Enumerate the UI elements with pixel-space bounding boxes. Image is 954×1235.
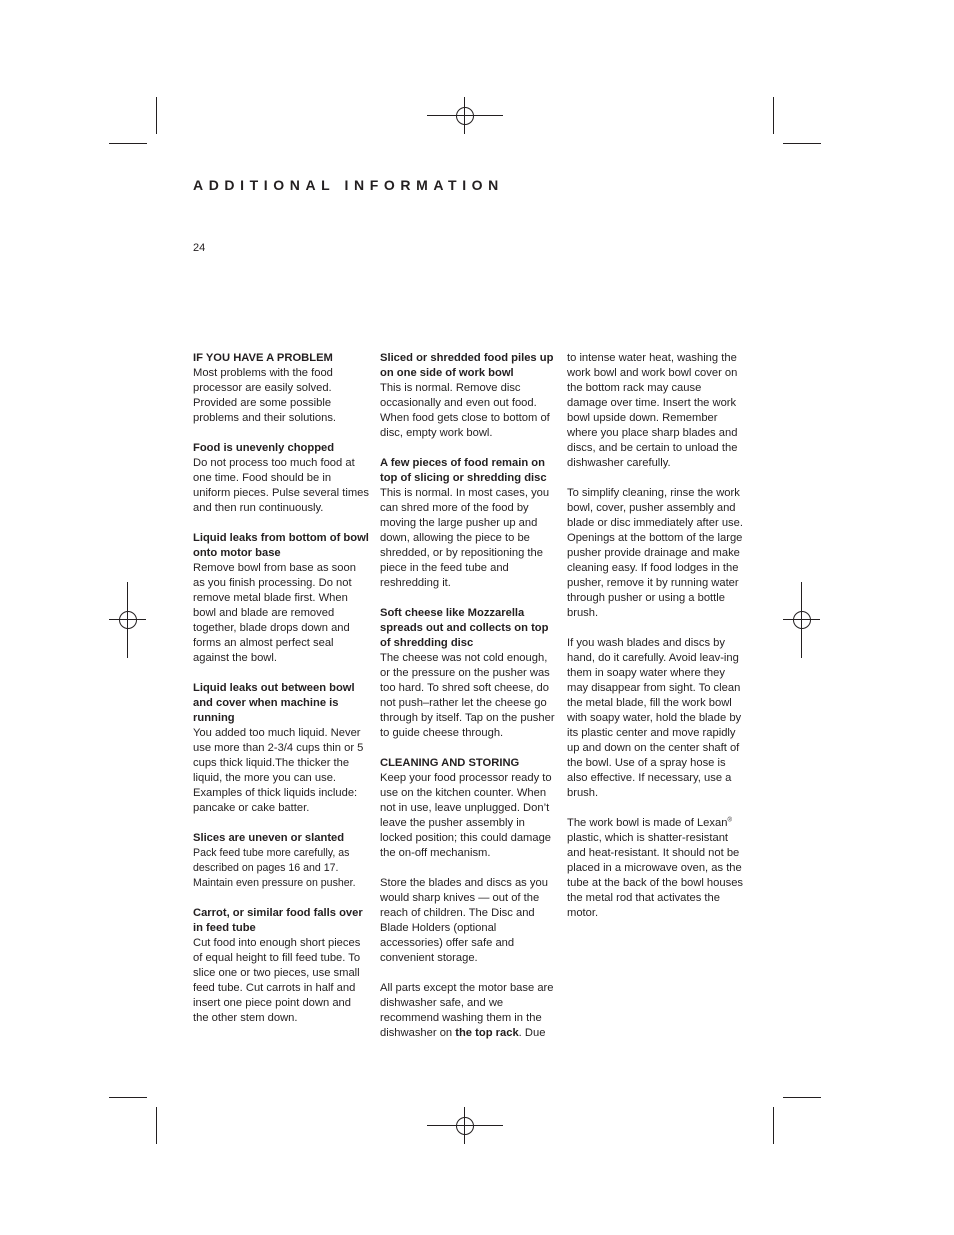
crop-mark (109, 1097, 147, 1098)
paragraph-text: The work bowl is made of Lexan (567, 817, 728, 829)
registration-mark-top (427, 97, 503, 134)
section-body: Cut food into enough short pieces of equal height to fill feed tube. To slice one or two pieces, use small feed tube. Cut carrots in half and insert one piece point down and the other stem down. (193, 937, 361, 1024)
emphasis-text: the top rack (455, 1027, 519, 1039)
crop-mark (156, 1107, 157, 1144)
registration-mark-left (109, 582, 146, 658)
section-body: This is normal. Remove disc occasionally and even out food. When food gets close to bottom of disc, empty work bowl. (380, 382, 550, 439)
paragraph (567, 816, 743, 921)
section (193, 831, 369, 891)
section-heading: CLEANING AND STORING (380, 757, 520, 769)
page-number: 24 (193, 242, 206, 254)
section-heading: A few pieces of food remain on top of slicing or shredding disc (380, 457, 547, 484)
crop-mark (773, 1107, 774, 1144)
section (193, 681, 369, 816)
section-body: Most problems with the food processor are easily solved. Provided are some possible problems and their solutions. (193, 367, 337, 424)
registered-trademark-symbol: ® (727, 817, 732, 824)
section-heading: IF YOU HAVE A PROBLEM (193, 352, 333, 364)
section (193, 351, 369, 426)
section (380, 351, 556, 441)
section (380, 456, 556, 591)
section-body: Pack feed tube more carefully, as described on pages 16 and 17. Maintain even pressure on pusher. (193, 847, 356, 889)
column-2 (380, 351, 556, 1056)
section-body: Remove bowl from base as soon as you finish processing. Do not remove metal blade first. When bowl and blade are removed together, blade drops down and forms an almost perfect seal against the bowl. (193, 562, 356, 664)
column-1 (193, 351, 369, 1041)
paragraph-text: All parts except the motor base are dishwasher safe, and we recommend washing them in the dishwasher on (380, 982, 554, 1039)
section-heading: Carrot, or similar food falls over in feed tube (193, 907, 363, 934)
section-heading: Food is unevenly chopped (193, 442, 335, 454)
paragraph: If you wash blades and discs by hand, do it carefully. Avoid leav-ing them in soapy water where they may disappear from sight. To clean the metal blade, fill the work bowl with soapy water, hold the blade by its plastic center and move rapidly up and down on the center shaft of the bowl. Use of a spray hose is also effective. If necessary, use a brush. (567, 637, 742, 799)
crop-mark (773, 97, 774, 134)
section (380, 756, 556, 861)
registration-mark-bottom (427, 1107, 503, 1144)
column-3 (567, 351, 743, 936)
section-body: Do not process too much food at one time. Food should be in uniform pieces. Pulse several times and then run continuously. (193, 457, 369, 514)
crop-mark (783, 1097, 821, 1098)
section-heading: Liquid leaks out between bowl and cover when machine is running (193, 682, 355, 724)
section-heading: Soft cheese like Mozzarella spreads out and collects on top of shredding disc (380, 607, 549, 649)
crop-mark (109, 143, 147, 144)
page-title: ADDITIONAL INFORMATION (193, 177, 504, 193)
paragraph-text: plastic, which is shatter-resistant and heat-resistant. It should not be placed in a microwave oven, as the tube at the back of the bowl houses the metal rod that activates the motor. (567, 832, 744, 919)
section-heading: Liquid leaks from bottom of bowl onto motor base (193, 532, 369, 559)
section (193, 441, 369, 516)
paragraph: Store the blades and discs as you would sharp knives — out of the reach of children. The Disc and Blade Holders (optional accessories) offer safe and convenient storage. (380, 877, 548, 964)
crop-mark (156, 97, 157, 134)
crop-mark (783, 143, 821, 144)
registration-mark-right (783, 582, 820, 658)
section (193, 906, 369, 1026)
section (193, 531, 369, 666)
paragraph-text: . Due (518, 1027, 546, 1039)
section-body: You added too much liquid. Never use more than 2-3/4 cups thin or 5 cups thick liquid.The thicker the liquid, the more you can use. Examples of thick liquids include: pancake or cake batter. (193, 727, 364, 814)
section-heading: Slices are uneven or slanted (193, 832, 345, 844)
paragraph (380, 981, 556, 1041)
section-body: Keep your food processor ready to use on the kitchen counter. When not in use, leave unplugged. Don’t leave the pusher assembly in locked position; this could damage the on-off mechanism. (380, 772, 552, 859)
section-body: This is normal. In most cases, you can shred more of the food by moving the large pusher up and down, allowing the piece to be shredded, or by repositioning the piece in the feed tube and reshredding it. (380, 487, 550, 589)
section (380, 606, 556, 741)
paragraph: to intense water heat, washing the work bowl and work bowl cover on the bottom rack may cause damage over time. Insert the work bowl upside down. Remember where you place sharp blades and discs, and be certain to unload the dishwasher carefully. (567, 352, 738, 469)
section-heading: Sliced or shredded food piles up on one side of work bowl (380, 352, 554, 379)
section-body: The cheese was not cold enough, or the pressure on the pusher was too hard. To shred soft cheese, do not push–rather let the cheese go through by itself. Tap on the pusher to guide cheese through. (380, 652, 555, 739)
paragraph: To simplify cleaning, rinse the work bowl, cover, pusher assembly and blade or disc immediately after use. Openings at the bottom of the large pusher provide drainage and make cleaning easy. If food lodges in the pusher, remove it by running water through pusher or using a bottle brush. (567, 487, 743, 619)
